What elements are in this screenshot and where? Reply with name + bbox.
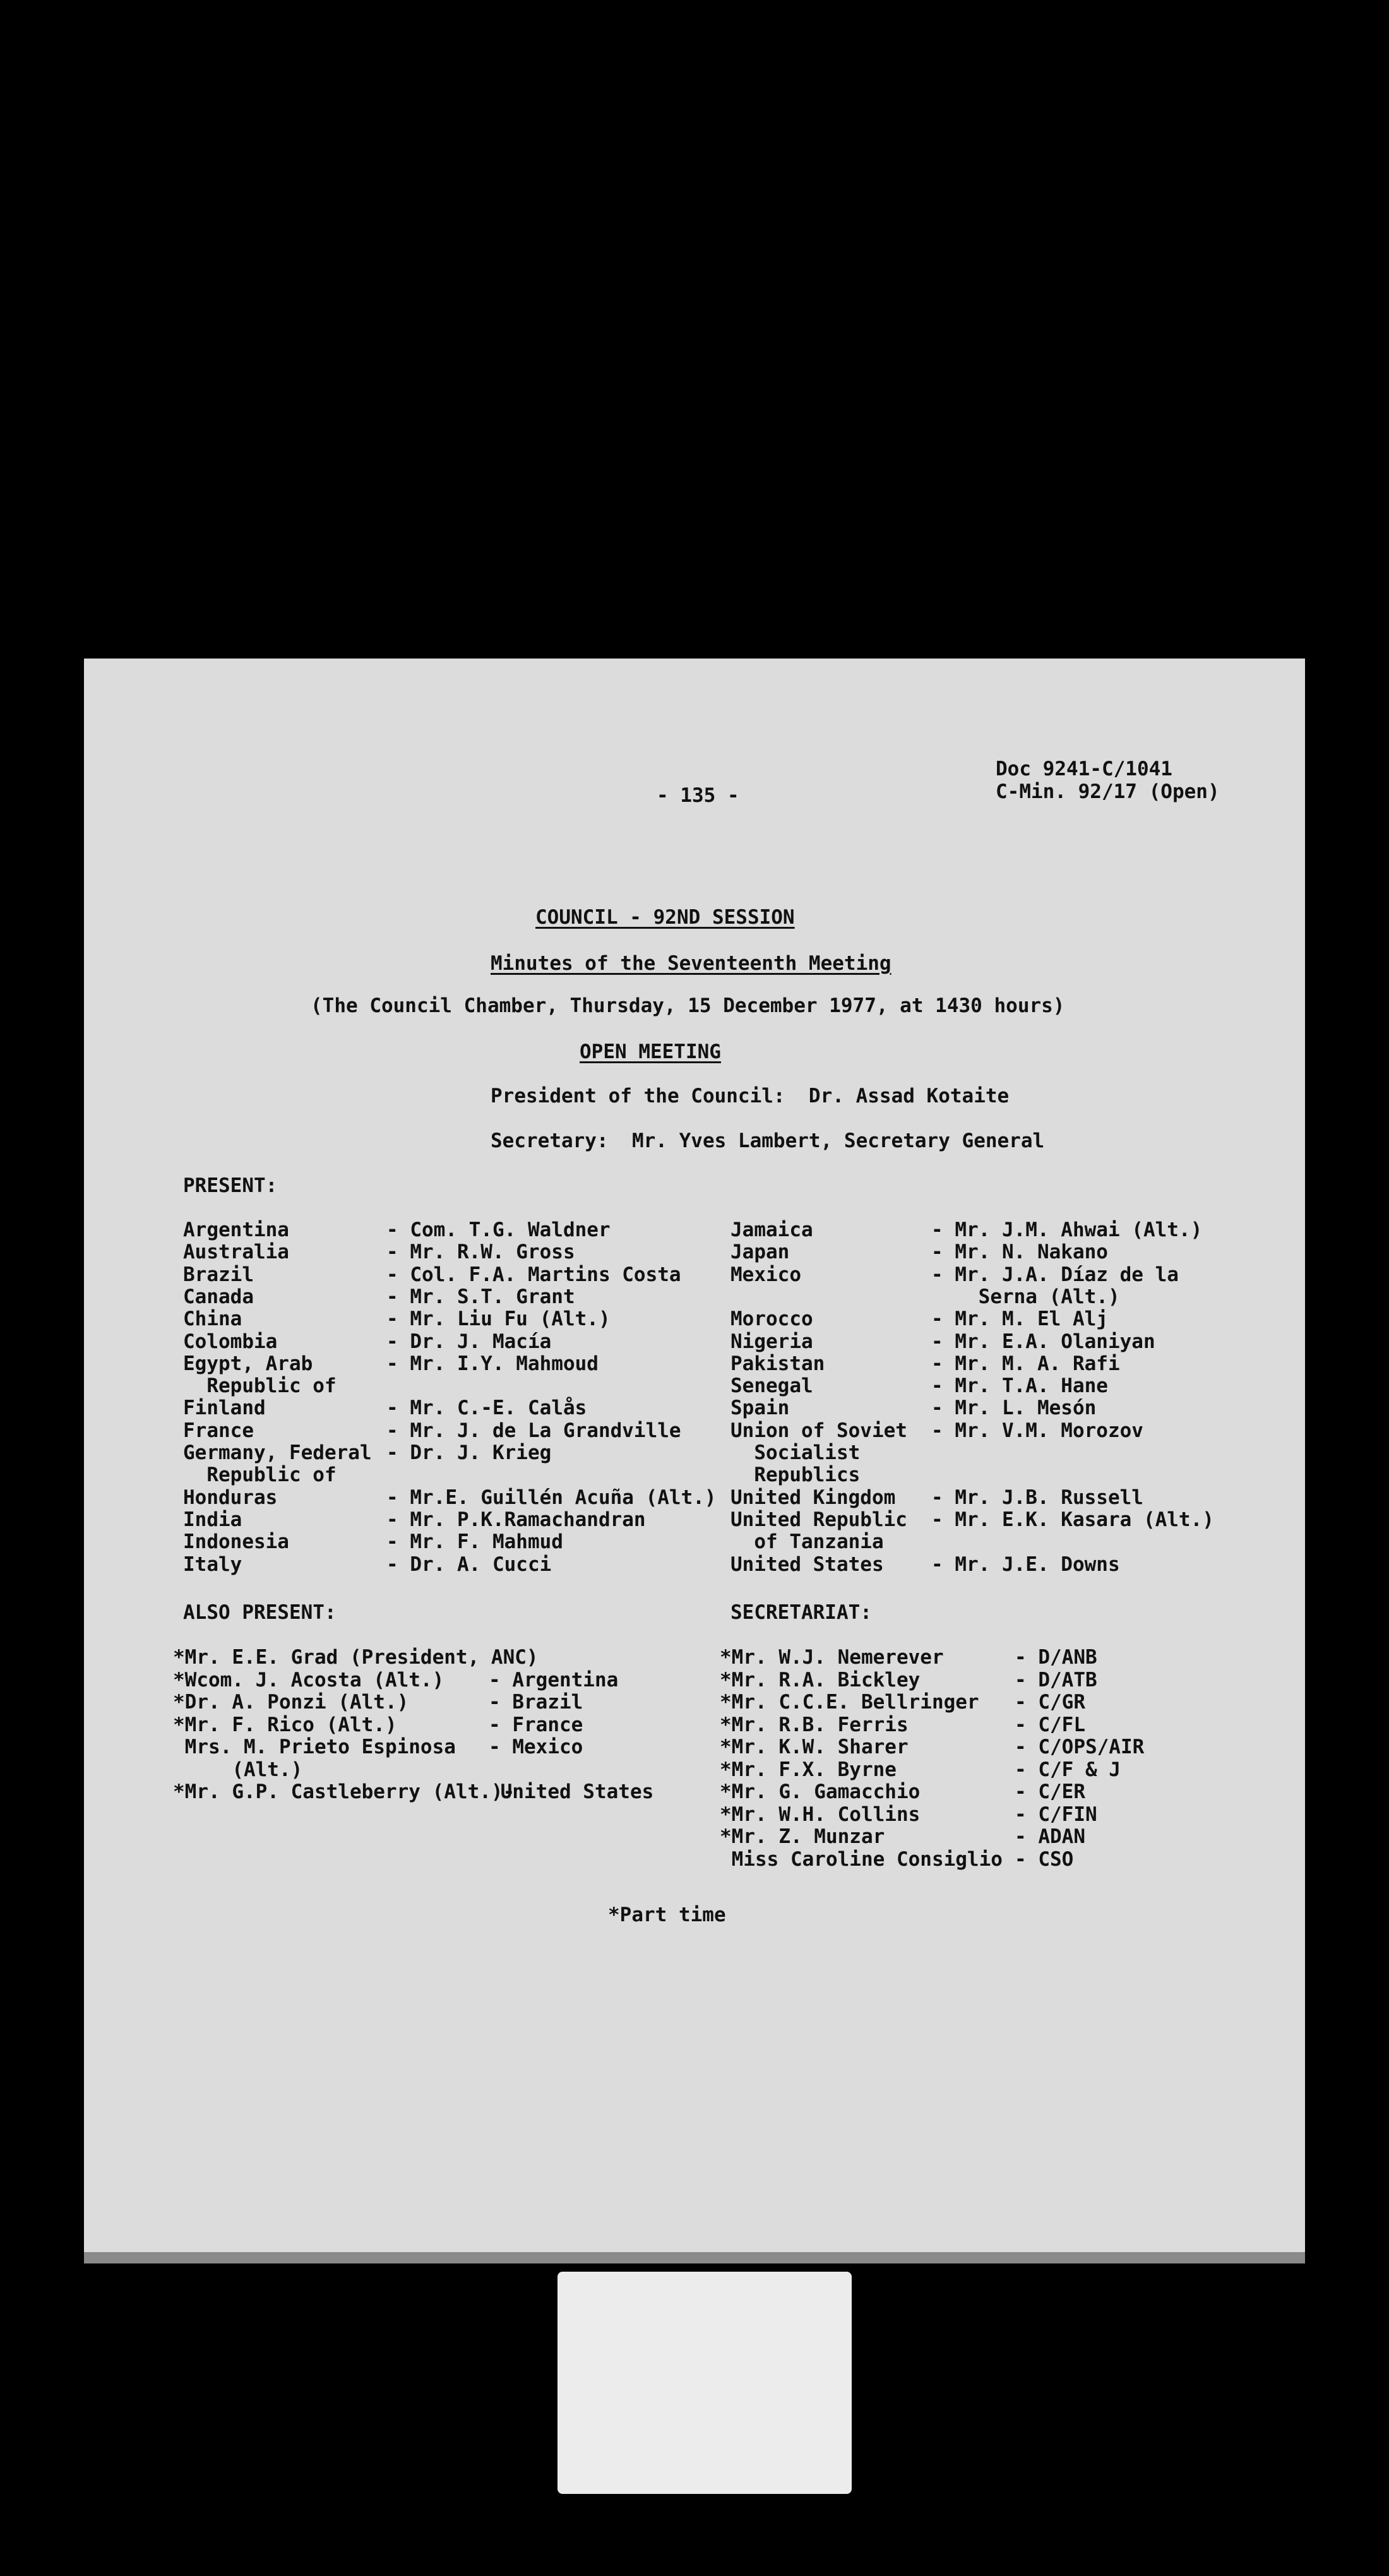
staff-name: Miss Caroline Consiglio — [720, 1847, 1003, 1871]
staff-name: *Mr. G. Gamacchio — [720, 1780, 921, 1803]
staff-name: *Mr. R.B. Ferris — [720, 1713, 909, 1736]
member-state: Australia — [183, 1241, 289, 1264]
representative: - Mr. N. Nakano — [931, 1241, 1108, 1264]
representative: - Mr. C.-E. Calås — [386, 1397, 587, 1420]
staff-post: - ADAN — [1015, 1825, 1085, 1848]
representative: - Mr. Liu Fu (Alt.) — [386, 1308, 611, 1331]
representative: - Mr. F. Mahmud — [386, 1530, 563, 1554]
representative: - Mr. T.A. Hane — [931, 1374, 1108, 1398]
member-state: of Tanzania — [730, 1530, 884, 1554]
member-state: Colombia — [183, 1330, 278, 1353]
member-state: United States — [730, 1553, 884, 1576]
page-number: - 135 - — [657, 784, 739, 807]
member-state: Argentina — [183, 1219, 289, 1241]
member-state: Senegal — [730, 1374, 813, 1398]
member-state: Union of Soviet — [730, 1419, 907, 1442]
representative: - Col. F.A. Martins Costa — [386, 1263, 681, 1286]
representative: - Mr. J. de La Grandville — [386, 1419, 681, 1442]
representative: - Mr. M. El Alj — [931, 1308, 1108, 1331]
representative: - Mr. I.Y. Mahmoud — [386, 1352, 599, 1375]
member-state: Mexico — [730, 1263, 801, 1286]
attendee-name: *Mr. F. Rico (Alt.) — [173, 1713, 397, 1736]
staff-name: *Mr. R.A. Bickley — [720, 1668, 921, 1691]
member-state: Italy — [183, 1553, 242, 1576]
president-line: President of the Council: Dr. Assad Kotaite — [491, 1085, 1010, 1107]
member-state: China — [183, 1308, 242, 1331]
staff-post: - C/FIN — [1015, 1803, 1097, 1826]
session-title: COUNCIL - 92ND SESSION — [535, 906, 795, 929]
member-state: Germany, Federal — [183, 1441, 372, 1464]
footnote: *Part time — [608, 1904, 726, 1926]
attendee-name: *Wcom. J. Acosta (Alt.) — [173, 1668, 444, 1691]
member-state: Indonesia — [183, 1530, 289, 1554]
minutes-reference: C-Min. 92/17 (Open) — [996, 780, 1220, 803]
attendee-name: Mrs. M. Prieto Espinosa — [173, 1736, 456, 1758]
doc-reference: Doc 9241-C/1041 — [996, 758, 1172, 780]
member-state: Honduras — [183, 1486, 278, 1509]
staff-post: - D/ATB — [1015, 1668, 1097, 1691]
attendee-name: *Mr. G.P. Castleberry (Alt.)- — [173, 1780, 515, 1803]
page-bottom-edge — [84, 2252, 1305, 2263]
representative: - Mr. V.M. Morozov — [931, 1419, 1143, 1442]
member-state: Republics — [730, 1464, 861, 1487]
representative: - Dr. A. Cucci — [386, 1553, 552, 1576]
member-state: Spain — [730, 1397, 790, 1420]
staff-name: *Mr. Z. Munzar — [720, 1825, 885, 1848]
representative: - Mr. J.A. Díaz de la — [931, 1263, 1179, 1286]
staff-post: - C/F & J — [1015, 1758, 1121, 1781]
representative: - Mr.E. Guillén Acuña (Alt.) — [386, 1486, 717, 1509]
staff-post: - C/OPS/AIR — [1015, 1736, 1145, 1758]
attendee-state: United States — [489, 1780, 654, 1803]
member-state: Republic of — [183, 1374, 337, 1398]
member-state: Japan — [730, 1241, 790, 1264]
staff-post: - D/ANB — [1015, 1646, 1097, 1669]
attendee-name: *Mr. E.E. Grad (President, ANC) — [173, 1646, 539, 1669]
staff-post: - C/ER — [1015, 1780, 1085, 1803]
present-heading: PRESENT: — [183, 1174, 278, 1197]
member-state: Brazil — [183, 1263, 254, 1286]
representative: - Mr. S.T. Grant — [386, 1285, 575, 1308]
blank-card — [557, 2272, 852, 2494]
representative: - Mr. E.K. Kasara (Alt.) — [931, 1508, 1214, 1531]
minutes-title: Minutes of the Seventeenth Meeting — [491, 952, 891, 975]
representative: - Mr. J.B. Russell — [931, 1486, 1143, 1509]
secretary-line: Secretary: Mr. Yves Lambert, Secretary General — [491, 1130, 1045, 1152]
staff-name: *Mr. C.C.E. Bellringer — [720, 1691, 979, 1714]
representative: - Mr. J.M. Ahwai (Alt.) — [931, 1219, 1203, 1241]
attendee-name: *Dr. A. Ponzi (Alt.) — [173, 1691, 409, 1714]
representative: - Com. T.G. Waldner — [386, 1219, 611, 1241]
attendee-name: (Alt.) — [173, 1758, 303, 1781]
representative: - Mr. P.K.Ramachandran — [386, 1508, 646, 1531]
member-state: Morocco — [730, 1308, 813, 1331]
member-state: Jamaica — [730, 1219, 813, 1241]
member-state: United Kingdom — [730, 1486, 896, 1509]
representative: - Mr. M. A. Rafi — [931, 1352, 1120, 1375]
member-state: France — [183, 1419, 254, 1442]
member-state: Nigeria — [730, 1330, 813, 1353]
staff-name: *Mr. W.H. Collins — [720, 1803, 921, 1826]
representative: - Dr. J. Macía — [386, 1330, 552, 1353]
member-state: Socialist — [730, 1441, 861, 1464]
representative: - Mr. J.E. Downs — [931, 1553, 1120, 1576]
member-state: Finland — [183, 1397, 266, 1420]
member-state: Canada — [183, 1285, 254, 1308]
staff-post: - C/GR — [1015, 1691, 1085, 1714]
representative: Serna (Alt.) — [931, 1285, 1120, 1308]
representative: - Mr. L. Mesón — [931, 1397, 1097, 1420]
staff-post: - CSO — [1015, 1847, 1074, 1871]
member-state: Egypt, Arab — [183, 1352, 313, 1375]
meeting-type: OPEN MEETING — [580, 1041, 721, 1063]
attendee-state: - Brazil — [489, 1691, 583, 1714]
member-state: United Republic — [730, 1508, 907, 1531]
staff-name: *Mr. W.J. Nemerever — [720, 1646, 944, 1669]
secretariat-heading: SECRETARIAT: — [730, 1601, 872, 1624]
attendee-state: - France — [489, 1713, 583, 1736]
member-state: India — [183, 1508, 242, 1531]
member-state: Pakistan — [730, 1352, 825, 1375]
attendee-state: - Mexico — [489, 1736, 583, 1758]
representative: - Mr. E.A. Olaniyan — [931, 1330, 1155, 1353]
also-present-heading: ALSO PRESENT: — [183, 1601, 337, 1624]
representative: - Dr. J. Krieg — [386, 1441, 552, 1464]
staff-name: *Mr. F.X. Byrne — [720, 1758, 897, 1781]
member-state: Republic of — [183, 1464, 337, 1487]
representative: - Mr. R.W. Gross — [386, 1241, 575, 1264]
staff-name: *Mr. K.W. Sharer — [720, 1736, 909, 1758]
meeting-location: (The Council Chamber, Thursday, 15 December 1977, at 1430 hours) — [311, 994, 1065, 1017]
attendee-state: - Argentina — [489, 1668, 619, 1691]
staff-post: - C/FL — [1015, 1713, 1085, 1736]
